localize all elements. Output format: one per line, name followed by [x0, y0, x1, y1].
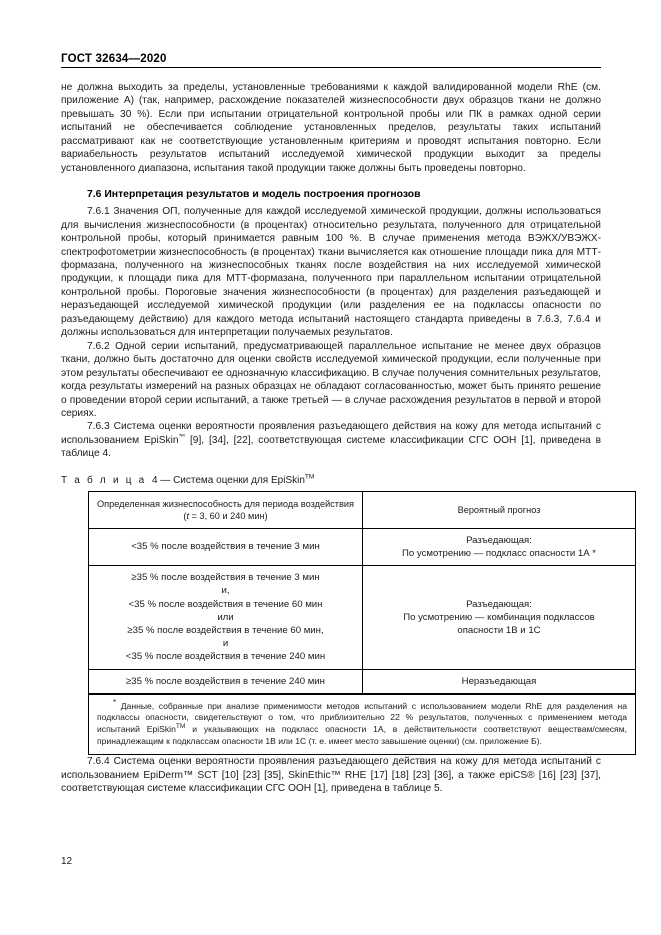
- table-header-row: [89, 491, 636, 528]
- table-cell-viability: [89, 669, 363, 694]
- table-cell-line: или: [217, 611, 234, 623]
- footnote-marker-icon: *: [113, 697, 117, 707]
- page-number: 12: [61, 856, 73, 867]
- table-cell-line: <35 % после воздействия в течение 60 мин: [128, 598, 323, 610]
- table-row: [89, 528, 636, 565]
- footnote-text-before: Данные, собранные при анализе применимости методов испытаний с использованием модели RhE для разделения на подклассы опасности, свидетельствуют о том, что приблизительно 22 % результатов, полученных с применением метода испытаний EpiSkin: [97, 700, 627, 734]
- section-heading-7-6: 7.6 Интерпретация результатов и модель построения прогнозов: [87, 189, 421, 201]
- table-row: [89, 566, 636, 669]
- table-row: [89, 669, 636, 694]
- trademark-superscript-icon: TM: [304, 473, 315, 481]
- table-cell-prediction: [363, 669, 636, 694]
- table-header-viability-line2-suffix: = 3, 60 и 240 мин): [189, 510, 268, 521]
- table-header-prediction: Вероятный прогноз: [363, 491, 636, 528]
- header-rule: [61, 67, 601, 68]
- table-caption-dash: —: [160, 474, 171, 486]
- paragraph-7-6-3-text-part1: 7.6.3 Система оценки вероятности проявления разъедающего действия на кожу для метода испытаний с использованием EpiSkin: [61, 421, 601, 446]
- table-caption-text: Система оценки для EpiSkin: [173, 474, 305, 486]
- table-cell-line: По усмотрению — комбинация подклассов: [403, 611, 595, 623]
- paragraph-intro: не должна выходить за пределы, установленные требованиями к каждой валидированной модели RhE (см. приложение А) (так, например, расхождение показателей жизнеспособности двух образцов ткани не должно превышать 30 %). Если при испытании отрицательной контрольной пробы или ПК в рамках одной серии испытаний не обеспечивается соблюдение установленных пределов, результаты таких испытаний рассматривают как не соответствующие установленным критериям и проводят испытания повторно. Если вариабельность результатов испытаний исследуемой химической продукции выходит за пределы установленного диапазона, испытания такой продукции также должны быть проведены повторно.: [61, 82, 601, 174]
- paragraph-7-6-2-text: 7.6.2 Одной серии испытаний, предусматривающей параллельное испытание не менее двух образцов ткани, должно быть достаточно для оценки свойств исследуемой химической продукции, если полученные при этом результаты обеспечивают ее однозначную классификацию. В случае получения сомнительных результатов, когда результаты измерений на разных образцах не обладают согласованностью, может быть принято решение о проведении второй серии испытаний, а также третьей — в случае расхождения результатов в первой и второй сериях.: [61, 340, 601, 419]
- paragraph-7-6-4-text: 7.6.4 Система оценки вероятности проявления разъедающего действия на кожу для метода испытаний с использованием EpiDerm™ SCT [10] [23] [35], SkinEthic™ RHE [17] [18] [23] [36], а также epiCS® [16] [23] [37], соответствующая системе классификации СГС ООН [1], приведена в таблице 5.: [61, 756, 601, 795]
- table-cell-line: Неразъедающая: [461, 675, 537, 687]
- table-cell-line: ≥35 % после воздействия в течение 60 мин,: [127, 625, 324, 636]
- table-cell-line: и: [222, 638, 229, 650]
- footnote-text-after: и указывающих на подкласс опасности 1А, в действительности соответствуют веществам/смесям, принадлежащим к подклассам опасности 1В или 1С (т. е. имеет место завышение оценки) (см. приложение Б).: [97, 724, 627, 746]
- table-cell-line: ≥35 % после воздействия в течение 3 мин: [131, 572, 320, 584]
- trademark-symbol-icon: ™: [178, 433, 186, 441]
- table-header-variable-t: t: [186, 510, 189, 521]
- table-footnote-row: [89, 694, 636, 755]
- paragraph-7-6-4: [61, 755, 601, 795]
- page-content: [61, 0, 627, 796]
- paragraph-7-6-2: [61, 340, 601, 421]
- table-cell-line: Разъедающая:: [466, 534, 532, 546]
- table-cell-line: <35 % после воздействия в течение 3 мин: [131, 541, 320, 553]
- paragraph-7-6-1: [61, 205, 601, 340]
- table-header-viability-line1: Определенная жизнеспособность для периода воздействия: [97, 498, 354, 509]
- table-caption: [61, 475, 601, 486]
- table-caption-number: 4: [151, 474, 158, 486]
- table-cell-viability: [89, 528, 363, 565]
- table-header-viability-line2-prefix: (: [183, 510, 187, 521]
- table-cell-line: <35 % после воздействия в течение 240 мин: [125, 651, 326, 663]
- table-cell-line: Разъедающая:: [466, 598, 532, 610]
- table-cell-line: ≥35 % после воздействия в течение 240 мин: [126, 675, 325, 687]
- table-cell-viability: [89, 566, 363, 669]
- table-footnote-content: [97, 697, 627, 747]
- table-caption-label: Т а б л и ц а: [61, 474, 147, 486]
- table-cell-line: опасности 1В и 1С: [457, 625, 541, 636]
- standard-title: ГОСТ 32634—2020: [61, 53, 167, 65]
- paragraph-7-6-1-text: 7.6.1 Значения ОП, полученные для каждой исследуемой химической продукции, должны использоваться для вычисления жизнеспособности (в процентах) относительно результата, полученного для отрицательной контрольной пробы, который принимается равным 100 %. В случае применения метода ВЭЖХ/УВЭЖХ-спектрофотометрии жизнеспособность (в процентах) ткани вычисляется как отношение площади пика для МТТ-формазана, полученного на жизнеспособных тканях после воздействия на них исследуемой химической продукции, к площади пика для МТТ-формазана, полученного при параллельном испытании отрицательной контрольной пробы. Пороговые значения жизнеспособности (в процентах) для разделения разъедающей и неразъедающей исследуемой химической продукции (или разделения ее на подклассы опасности по разъедающему действию) для каждого метода испытаний настоящего стандарта приведены в 7.6.3, 7.6.4 и должны использоваться для интерпретации получаемых результатов.: [61, 206, 601, 339]
- scoring-table: [88, 491, 636, 755]
- trademark-superscript-icon: TM: [175, 723, 186, 731]
- table-cell-line: По усмотрению — подкласс опасности 1А *: [401, 547, 596, 559]
- table-cell-prediction: [363, 528, 636, 565]
- page-header: [61, 0, 601, 68]
- table-cell-prediction: [363, 566, 636, 669]
- table-header-viability: [89, 491, 363, 528]
- table-footnote: [89, 694, 636, 755]
- paragraph-7-6-3-text-part2: [9], [34], [22], соответствующая системе классификации СГС ООН [1], приведена в таблице 4.: [61, 434, 601, 460]
- paragraph-7-6-3: [61, 420, 601, 460]
- table-cell-line: и,: [221, 585, 230, 597]
